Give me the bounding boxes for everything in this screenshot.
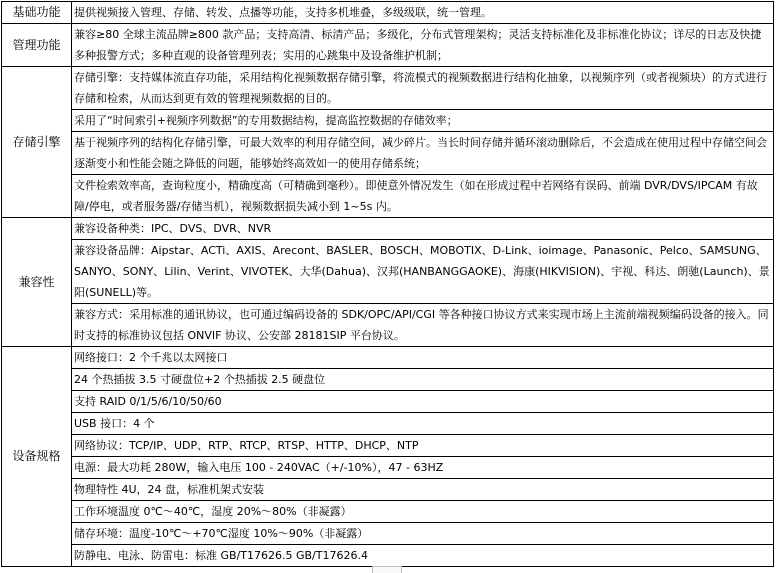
spec-cell: 兼容≥80 全球主流品牌≥800 款产品；支持高清、标清产品；多级化，分布式管理架构；灵活支持标准化及非标准化协议；详尽的日志及快捷多种报警方式；多种直观的设备管理列表；实用的心跳集中及设备维护机制；: [72, 24, 774, 67]
table-row: [2, 523, 774, 545]
spec-cell: 文件检索效率高，查询粒度小，精确度高（可精确到毫秒）。即使意外情况发生（如在形成过程中若网络有误码、前端 DVR/DVS/IPCAM 有故障/停电，或者服务器/存储当机），视频数据损失减小到 1~5s 内。: [72, 175, 774, 218]
table-row: [2, 24, 774, 67]
table-row: [2, 391, 774, 413]
spec-cell: 防静电、电泳、防雷电：标准 GB/T17626.5 GB/T17626.4: [72, 545, 774, 567]
category-cell: 存储引擎: [2, 67, 72, 218]
spec-cell: 提供视频接入管理、存储、转发、点播等功能，支持多机堆叠，多级级联，统一管理。: [72, 2, 774, 24]
table-row: [2, 132, 774, 175]
spec-cell: 兼容设备品牌：Aipstar、ACTi、AXIS、Arecont、BASLER、BOSCH、MOBOTIX、D-Link、ioimage、Panasonic、Pelco、SAMSUNG、SANYO、SONY、Lilin、Verint、VIVOTEK、大华(Dahua)、汉邦(HANBANGGAOKE)、海康(HIKVISION)、宇视、科达、朗驰(Launch)、景阳(SUNELL)等。: [72, 240, 774, 304]
table-row: [2, 218, 774, 240]
table-row: [2, 304, 774, 347]
spec-cell: USB 接口：4 个: [72, 413, 774, 435]
spec-cell: 基于视频序列的结构化存储引擎，可最大效率的利用存储空间，减少碎片。当长时间存储并循环滚动删除后，不会造成在使用过程中存储空间会逐渐变小和性能会随之降低的问题，能够始终高效如一的使用存储系统；: [72, 132, 774, 175]
table-row: [2, 2, 774, 24]
spec-table-body: [2, 2, 774, 567]
spec-cell: 24 个热插拔 3.5 寸硬盘位+2 个热插拔 2.5 硬盘位: [72, 369, 774, 391]
table-row: [2, 413, 774, 435]
spec-cell: 电源：最大功耗 280W，输入电压 100 - 240VAC（+/-10%），47 - 63HZ: [72, 457, 774, 479]
table-row: [2, 501, 774, 523]
spec-cell: 支持 RAID 0/1/5/6/10/50/60: [72, 391, 774, 413]
spec-cell: 存储引擎：支持媒体流直存功能，采用结构化视频数据存储引擎，将流模式的视频数据进行结构化抽象，以视频序列（或者视频块）的方式进行存储和检索，从而达到更有效的管理视频数据的目的。: [72, 67, 774, 110]
table-row: [2, 175, 774, 218]
table-row: [2, 545, 774, 567]
table-row: [2, 479, 774, 501]
category-cell: 设备规格: [2, 347, 72, 567]
category-cell: 基础功能: [2, 2, 72, 24]
spec-cell: 网络协议：TCP/IP、UDP、RTP、RTCP、RTSP、HTTP、DHCP、NTP: [72, 435, 774, 457]
spec-cell: 兼容设备种类：IPC、DVS、DVR、NVR: [72, 218, 774, 240]
table-row: [2, 435, 774, 457]
spec-table: [1, 1, 774, 567]
table-row: [2, 347, 774, 369]
category-cell: 管理功能: [2, 24, 72, 67]
category-cell: 兼容性: [2, 218, 72, 347]
spec-cell: 物理特性 4U，24 盘，标准机架式安装: [72, 479, 774, 501]
spec-cell: 储存环境：温度-10℃～+70℃湿度 10%～90%（非凝露）: [72, 523, 774, 545]
spec-cell: 工作环境温度 0℃～40℃，湿度 20%～80%（非凝露）: [72, 501, 774, 523]
spec-cell: 采用了“时间索引+视频序列数据”的专用数据结构，提高监控数据的存储效率；: [72, 110, 774, 132]
table-row: [2, 110, 774, 132]
table-row: [2, 240, 774, 304]
spec-cell: 兼容方式：采用标准的通讯协议，也可通过编码设备的 SDK/OPC/API/CGI 等各种接口协议方式来实现市场上主流前端视频编码设备的接入。同时支持的标准协议包括 ONVIF 协议、公安部 28181SIP 平台协议。: [72, 304, 774, 347]
spec-cell: 网络接口：2 个千兆以太网接口: [72, 347, 774, 369]
table-row: [2, 457, 774, 479]
table-row: [2, 67, 774, 110]
table-row: [2, 369, 774, 391]
